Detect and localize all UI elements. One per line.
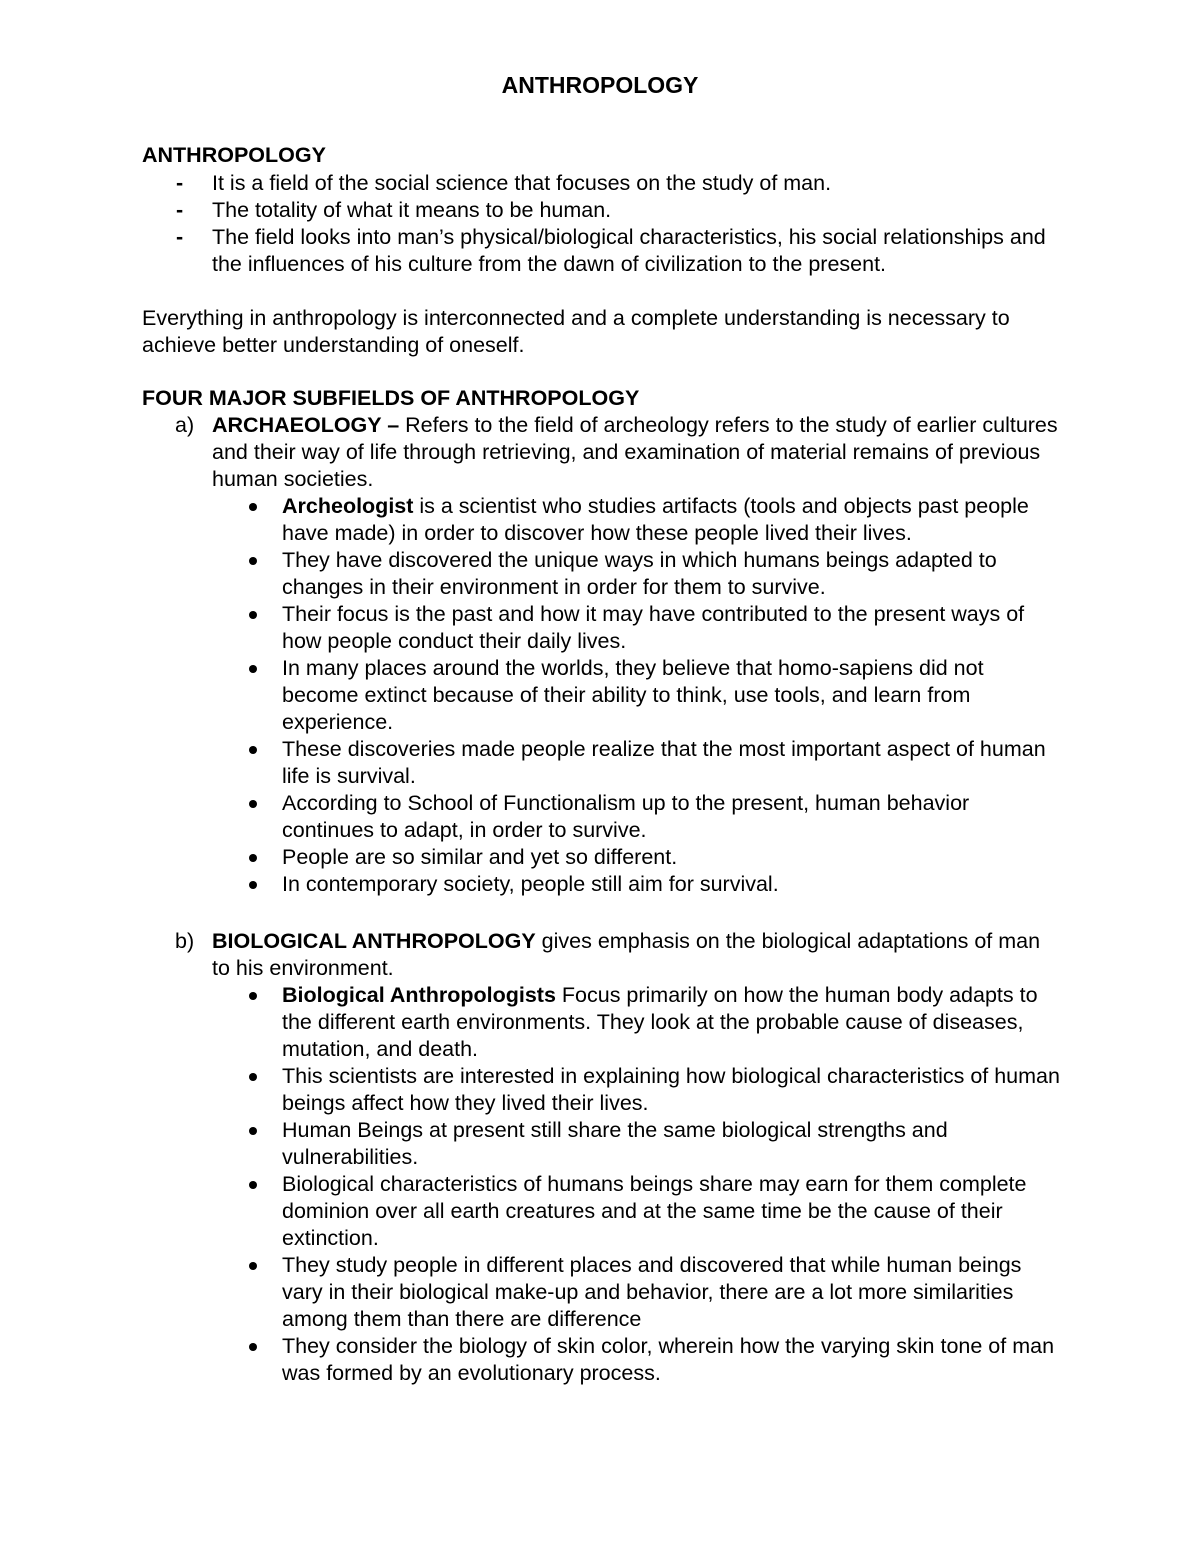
dash-marker: - xyxy=(176,225,184,249)
list-item xyxy=(142,224,1062,278)
archaeology-section xyxy=(142,412,1062,898)
bullet-text: This scientists are interested in explaining how biological characteristics of human beings affect how they lived their lives. xyxy=(282,1064,1060,1115)
bullet-dot xyxy=(249,1073,257,1081)
bullet-text: According to School of Functionalism up to the present, human behavior continues to adapt, in order to survive. xyxy=(282,791,970,842)
bullet-item xyxy=(142,1171,1062,1252)
bullet-item xyxy=(142,601,1062,655)
bullet-dot xyxy=(249,1343,257,1351)
intro-paragraph: Everything in anthropology is interconnected and a complete understanding is necessary to achieve better understanding of oneself. xyxy=(142,306,1010,357)
bullet-item xyxy=(142,871,1062,898)
bullet-dot xyxy=(249,557,257,565)
bullet-text: They have discovered the unique ways in which humans beings adapted to changes in their environment in order for them to survive. xyxy=(282,548,997,599)
dash-marker: - xyxy=(176,198,184,222)
list-item-text: The totality of what it means to be human. xyxy=(212,198,612,222)
bullet-item xyxy=(142,736,1062,790)
bullet-item xyxy=(142,844,1062,871)
bullet-dot xyxy=(249,1181,257,1189)
bullet-text: Human Beings at present still share the same biological strengths and vulnerabilities. xyxy=(282,1118,948,1169)
bullet-text: They consider the biology of skin color, wherein how the varying skin tone of man was formed by an evolutionary process. xyxy=(282,1334,1055,1385)
bullet-text: These discoveries made people realize that the most important aspect of human life is survival. xyxy=(282,737,1046,788)
bullet-term: Biological Anthropologists xyxy=(282,983,556,1007)
bullet-term: Archeologist xyxy=(282,494,414,518)
bullet-text: In many places around the worlds, they believe that homo-sapiens did not become extinct because of their ability to think, use tools, and learn from experience. xyxy=(282,656,984,734)
bullet-text: Focus primarily on how the human body adapts to the different earth environments. They look at the probable cause of diseases, mutation, and death. xyxy=(282,983,1038,1061)
bullet-dot xyxy=(249,881,257,889)
list-item-text: It is a field of the social science that focuses on the study of man. xyxy=(212,171,832,195)
subfields-heading: FOUR MAJOR SUBFIELDS OF ANTHROPOLOGY xyxy=(142,386,640,410)
bullet-item xyxy=(142,790,1062,844)
intro-heading: ANTHROPOLOGY xyxy=(142,143,326,167)
bullet-dot xyxy=(249,992,257,1000)
archaeology-definition xyxy=(142,412,1062,493)
bullet-text: People are so similar and yet so different. xyxy=(282,845,678,869)
bullet-dot xyxy=(249,503,257,511)
archaeology-bullets xyxy=(142,493,1062,898)
bullet-text: is a scientist who studies artifacts (tools and objects past people have made) in order to discover how these people lived their lives. xyxy=(282,494,1029,545)
bullet-item xyxy=(142,1117,1062,1171)
bullet-dot xyxy=(249,800,257,808)
list-item xyxy=(142,197,1062,224)
bullet-dot xyxy=(249,665,257,673)
list-item xyxy=(142,170,1062,197)
biological-definition xyxy=(142,928,1062,982)
bullet-text: Biological characteristics of humans beings share may earn for them complete dominion over all earth creatures and at the same time be the cause of their extinction. xyxy=(282,1172,1027,1250)
archaeology-definition-text: Refers to the field of archeology refers to the study of earlier cultures and their way of life through retrieving, and examination of material remains of previous human societies. xyxy=(212,413,1058,491)
biological-term: BIOLOGICAL ANTHROPOLOGY xyxy=(212,929,536,953)
bullet-item xyxy=(142,1252,1062,1333)
list-item-text: The field looks into man’s physical/biological characteristics, his social relationships and the influences of his culture from the dawn of civilization to the present. xyxy=(212,225,1046,276)
dash-marker: - xyxy=(176,171,184,195)
bullet-dot xyxy=(249,1127,257,1135)
list-letter: b) xyxy=(175,929,195,953)
bullet-item xyxy=(142,1063,1062,1117)
archaeology-term: ARCHAEOLOGY – xyxy=(212,413,400,437)
bullet-item xyxy=(142,655,1062,736)
bullet-text: They study people in different places and discovered that while human beings vary in their biological make-up and behavior, there are a lot more similarities among them than there are difference xyxy=(282,1253,1022,1331)
bullet-item xyxy=(142,982,1062,1063)
biological-section xyxy=(142,928,1062,1387)
bullet-text: Their focus is the past and how it may have contributed to the present ways of how people conduct their daily lives. xyxy=(282,602,1025,653)
bullet-dot xyxy=(249,611,257,619)
bullet-item xyxy=(142,493,1062,547)
intro-list xyxy=(142,170,1062,278)
document-title: ANTHROPOLOGY xyxy=(501,72,699,98)
biological-definition-text: gives emphasis on the biological adaptations of man to his environment. xyxy=(212,929,1041,980)
bullet-text: In contemporary society, people still aim for survival. xyxy=(282,872,779,896)
biological-bullets xyxy=(142,982,1062,1387)
bullet-item xyxy=(142,547,1062,601)
bullet-dot xyxy=(249,854,257,862)
list-letter: a) xyxy=(175,413,195,437)
bullet-dot xyxy=(249,746,257,754)
bullet-item xyxy=(142,1333,1062,1387)
bullet-dot xyxy=(249,1262,257,1270)
